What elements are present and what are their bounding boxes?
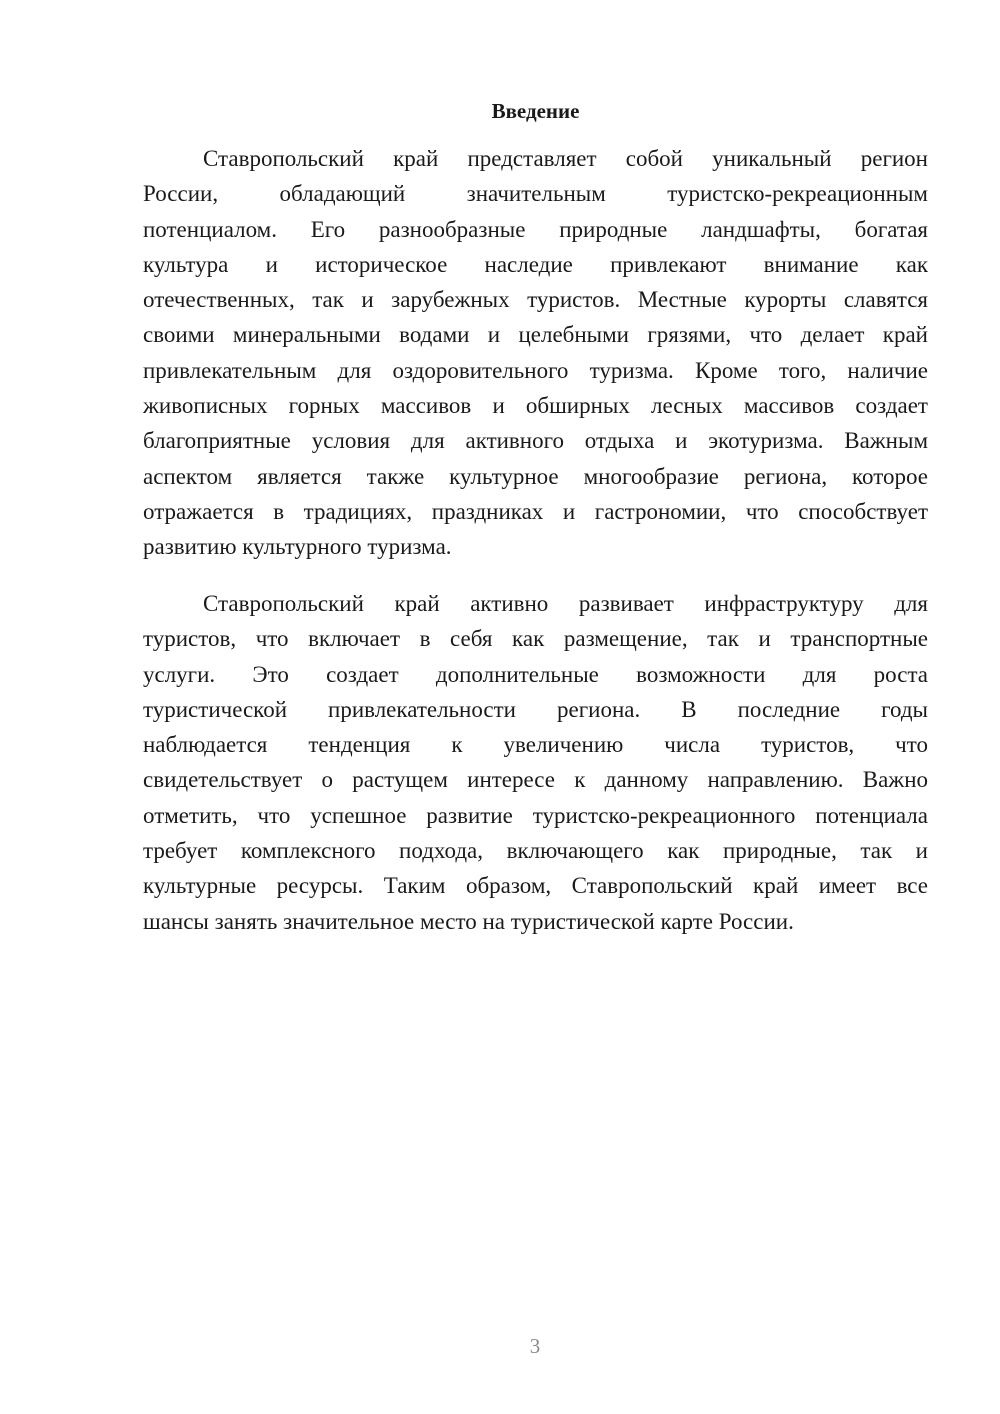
text-line: развитию культурного туризма.	[143, 534, 452, 560]
text-line: свидетельствует о растущем интересе к данному направлению. Важно	[143, 767, 928, 793]
text-line: благоприятные условия для активного отдыха и экотуризма. Важным	[143, 428, 928, 454]
text-line: отечественных, так и зарубежных туристов. Местные курорты славятся	[143, 287, 928, 313]
text-line: аспектом является также культурное многообразие региона, которое	[143, 463, 928, 489]
text-line: привлекательным для оздоровительного туризма. Кроме того, наличие	[143, 357, 928, 383]
text-line: России, обладающий значительным туристско-рекреационным	[143, 181, 928, 207]
text-line: Ставропольский край представляет собой уникальный регион	[203, 146, 928, 171]
text-line: шансы занять значительное место на туристической карте России.	[143, 908, 794, 934]
text-line: услуги. Это создает дополнительные возможности для роста	[143, 661, 928, 687]
text-line: отражается в традициях, праздниках и гастрономии, что способствует	[143, 498, 928, 524]
text-line: культурные ресурсы. Таким образом, Ставропольский край имеет все	[143, 873, 928, 899]
text-line: потенциалом. Его разнообразные природные ландшафты, богатая	[143, 216, 928, 242]
text-line: туристов, что включает в себя как размещение, так и транспортные	[143, 626, 928, 652]
page-number: 3	[529, 1334, 541, 1358]
text-line: Ставропольский край активно развивает инфраструктуру для	[203, 591, 928, 616]
text-line: требует комплексного подхода, включающего как природные, так и	[143, 838, 928, 864]
paragraph-2	[143, 586, 928, 939]
text-line: отметить, что успешное развитие туристско-рекреационного потенциала	[143, 802, 928, 828]
section-title: Введение	[491, 99, 580, 123]
text-line: живописных горных массивов и обширных лесных массивов создает	[143, 393, 928, 419]
text-line: культура и историческое наследие привлекают внимание как	[143, 251, 928, 277]
text-line: своими минеральными водами и целебными грязями, что делает край	[143, 322, 928, 348]
text-line: наблюдается тенденция к увеличению числа туристов, что	[143, 732, 928, 758]
paragraph-1	[143, 141, 928, 565]
text-line: туристической привлекательности региона. В последние годы	[143, 696, 928, 722]
